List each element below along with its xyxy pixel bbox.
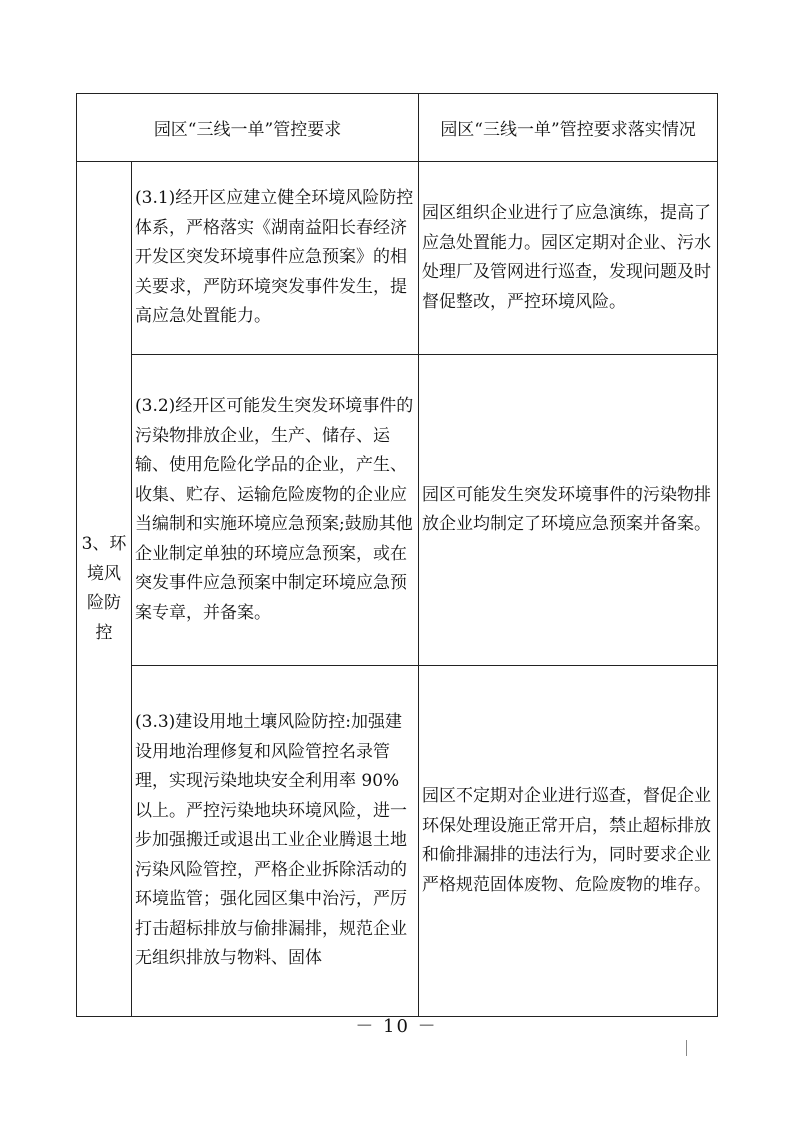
category-line: 险防	[87, 593, 121, 613]
category-line: 控	[95, 622, 113, 643]
requirement-cell: (3.3)建设用地土壤风险防控:加强建设用地治理修复和风险管控名录管理，实现污染地块安全利用率 90%以上。严控污染地块环境风险，进一步加强搬迁或退出工业企业腾退土地污染风险管控，严格企业拆除活动的环境监管；强化园区集中治污，严厉打击超标排放与偷排漏排，规范企业无组织排放与物料、固体	[132, 666, 419, 1017]
page-number: － 10 －	[355, 1016, 438, 1037]
requirement-cell: (3.1)经开区应建立健全环境风险防控体系，严格落实《湖南益阳长春经济开发区突发环境事件应急预案》的相关要求，严防环境突发事件发生，提高应急处置能力。	[132, 162, 419, 355]
category-line: 3、环	[81, 534, 127, 554]
table-row	[77, 355, 718, 666]
table-header-row	[77, 94, 718, 162]
table-row	[77, 162, 718, 355]
table-row	[77, 666, 718, 1017]
category-cell	[77, 162, 132, 1017]
requirements-table	[76, 93, 718, 1017]
header-implementation: 园区“三线一单”管控要求落实情况	[419, 94, 718, 162]
header-requirement: 园区“三线一单”管控要求	[77, 94, 419, 162]
category-line: 境风	[87, 563, 121, 584]
implementation-cell: 园区不定期对企业进行巡查，督促企业环保处理设施正常开启，禁止超标排放和偷排漏排的违法行为，同时要求企业严格规范固体废物、危险废物的堆存。	[419, 666, 718, 1017]
implementation-cell: 园区可能发生突发环境事件的污染物排放企业均制定了环境应急预案并备案。	[419, 355, 718, 666]
requirement-cell: (3.2)经开区可能发生突发环境事件的污染物排放企业，生产、储存、运输、使用危险化学品的企业，产生、收集、贮存、运输危险废物的企业应当编制和实施环境应急预案;鼓励其他企业制定单独的环境应急预案，或在突发事件应急预案中制定环境应急预案专章，并备案。	[132, 355, 419, 666]
implementation-cell: 园区组织企业进行了应急演练，提高了应急处置能力。园区定期对企业、污水处理厂及管网进行巡查，发现问题及时督促整改，严控环境风险。	[419, 162, 718, 355]
margin-mark	[686, 1040, 687, 1056]
